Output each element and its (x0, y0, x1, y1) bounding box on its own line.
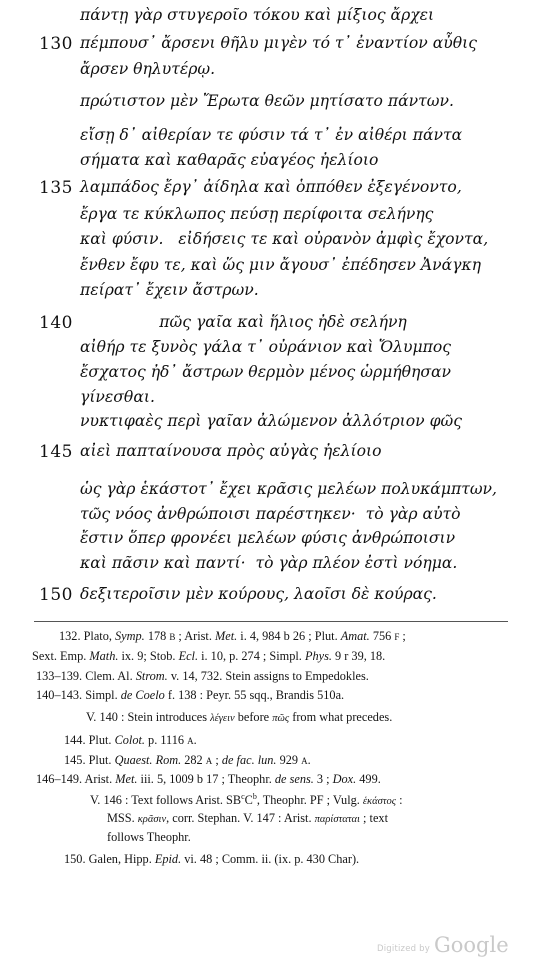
footnote-v146-cont2: follows Theophr. (107, 830, 191, 844)
verse-text: λαμπάδος ἔργ᾽ ἀίδηλα καὶ ὁππόθεν ἐξεγένοντο, (80, 178, 462, 196)
verse-text: αἰθήρ τε ξυνὸς γάλα τ᾽ οὐράνιον καὶ Ὄλυμπος (80, 338, 451, 356)
verse-text: νυκτιφαὲς περὶ γαῖαν ἀλώμενον ἀλλότριον φῶς (80, 412, 462, 430)
verse-text: ἄρσεν θηλυτέρῳ. (80, 60, 216, 78)
footnote-146-149: 146–149. Arist. Met. iii. 5, 1009 b 17 ; Theophr. de sens. 3 ; Dox. 499. (36, 772, 381, 786)
footnote-rule (34, 621, 508, 622)
footnote-v146: V. 146 : Text follows Arist. $SB^cC^b$, Theophr. PF ; Vulg. ἑκάστος : (90, 792, 403, 808)
verse-text: ἔστιν ὅπερ φρονέει μελέων φύσις ἀνθρώποισιν (80, 529, 456, 547)
verse-text: ὡς γὰρ ἑκάστοτ᾽ ἔχει κρᾶσις μελέων πολυκάμπτων, (80, 480, 497, 498)
verse-text: πέμπουσ᾽ ἄρσενι θῆλυ μιγὲν τό τ᾽ ἐναντίον αὖθις (80, 34, 477, 52)
verse-text: πῶς γαῖα καὶ ἥλιος ἠδὲ σελήνη (80, 313, 407, 331)
verse-text: ἔσχατος ἠδ᾽ ἄστρων θερμὸν μένος ὡρμήθησαν (80, 363, 451, 381)
footnote-v140: V. 140 : Stein introduces λέγειν before πῶς from what precedes. (86, 710, 393, 724)
verse-text: ἔργα τε κύκλωπος πεύσῃ περίφοιτα σελήνης (80, 205, 434, 223)
footnote-133-139: 133–139. Clem. Al. Strom. v. 14, 732. Stein assigns to Empedokles. (36, 669, 369, 683)
watermark-small-text: Digitized by (377, 944, 430, 954)
footnote-v146-cont: MSS. κρᾶσιν, corr. Stephan. V. 147 : Arist. παρίσταται ; text (107, 811, 388, 825)
line-number: 135 (39, 178, 73, 198)
verse-text: πρώτιστον μὲν Ἔρωτα θεῶν μητίσατο πάντων. (80, 92, 454, 110)
verse-text: σήματα καὶ καθαρᾶς εὐαγέος ἠελίοιο (80, 151, 379, 169)
digitized-by-google-watermark (377, 933, 527, 959)
watermark-logo-text: Google (434, 933, 509, 957)
line-number: 145 (39, 442, 73, 462)
verse-text: καὶ φύσιν. εἰδήσεις τε καὶ οὐρανὸν ἀμφὶς ἔχοντα, (80, 230, 489, 248)
verse-text: τῶς νόος ἀνθρώποισι παρέστηκεν· τὸ γὰρ αὐτὸ (80, 505, 461, 523)
verse-text: καὶ πᾶσιν καὶ παντί· τὸ γὰρ πλέον ἐστὶ νόημα. (80, 554, 458, 572)
line-number: 140 (39, 313, 73, 333)
verse-text: πείρατ᾽ ἔχειν ἄστρων. (80, 281, 259, 299)
footnote-140-143: 140–143. Simpl. de Coelo f. 138 : Peyr. 55 sqq., Brandis 510a. (36, 688, 345, 702)
verse-text: ἔνθεν ἔφυ τε, καὶ ὥς μιν ἄγουσ᾽ ἐπέδησεν Ἀνάγκη (80, 256, 482, 274)
footnote-132: 132. Plato, Symp. 178 B ; Arist. Met. i. 4, 984 b 26 ; Plut. Amat. 756 F ; (59, 629, 406, 643)
verse-text: δεξιτεροῖσιν μὲν κούρους, λαοῖσι δὲ κούρας. (80, 585, 437, 603)
footnote-145: 145. Plut. Quaest. Rom. 282 A ; de fac. lun. 929 A. (64, 753, 311, 767)
footnote-132-cont: Sext. Emp. Math. ix. 9; Stob. Ecl. i. 10, p. 274 ; Simpl. Phys. 9 r 39, 18. (32, 649, 386, 663)
footnote-150: 150. Galen, Hipp. Epid. vi. 48 ; Comm. ii. (ix. p. 430 Char). (64, 852, 360, 866)
line-number: 130 (39, 34, 73, 54)
footnote-144: 144. Plut. Colot. p. 1116 A. (64, 733, 197, 747)
verse-text: πάντῃ γὰρ στυγεροῖο τόκου καὶ μίξιος ἄρχει (80, 6, 435, 24)
line-number: 150 (39, 585, 73, 605)
verse-text: εἴσῃ δ᾽ αἰθερίαν τε φύσιν τά τ᾽ ἐν αἰθέρι πάντα (80, 126, 463, 144)
verse-text: γίνεσθαι. (80, 388, 155, 406)
verse-text: αἰεὶ παπταίνουσα πρὸς αὐγὰς ἠελίοιο (80, 442, 382, 460)
